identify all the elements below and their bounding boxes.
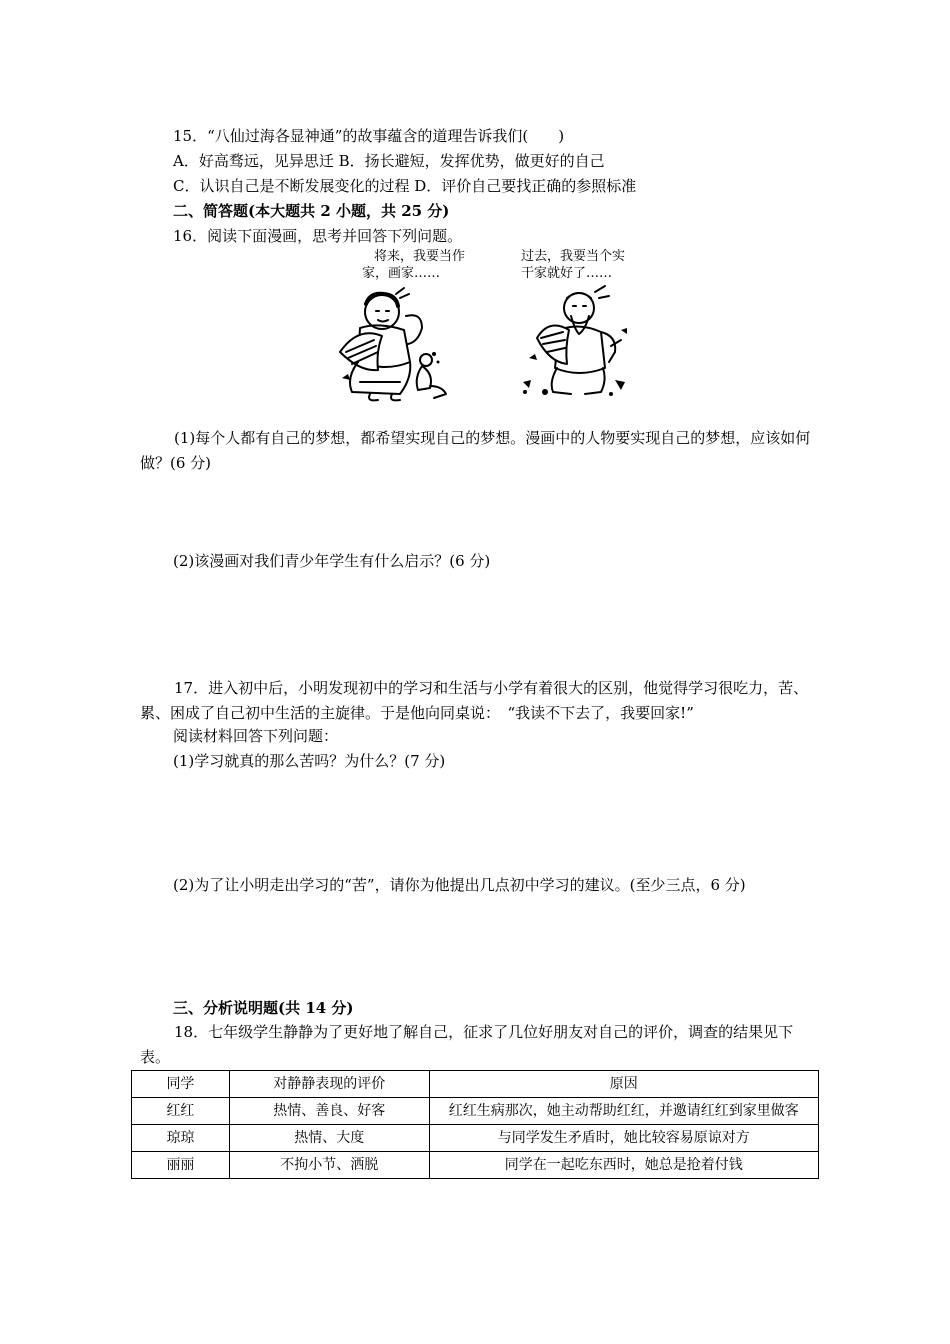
- q17-stem: 17．进入初中后，小明发现初中的学习和生活与小学有着很大的区别，他觉得学习很吃力，苦、累、困成了自己初中生活的主旋律。于是他向同桌说： “我读不下去了，我要回家!”: [140, 679, 809, 722]
- table-row: [132, 1152, 819, 1179]
- table-row: [132, 1125, 819, 1152]
- evaluation-table: [131, 1070, 819, 1179]
- q16-sub-question-1: (1)每个人都有自己的梦想，都希望实现自己的梦想。漫画中的人物要实现自己的梦想，应该如何做？(6 分): [140, 429, 811, 472]
- q16-stem: 16．阅读下面漫画，思考并回答下列问题。: [173, 227, 463, 245]
- table-header-cell: 对静静表现的评价: [229, 1071, 429, 1098]
- q17-sub-question-2: (2)为了让小明走出学习的“苦”，请你为他提出几点初中学习的建议。(至少三点，6 分): [173, 876, 746, 894]
- q15-stem: 15．“八仙过海各显神通”的故事蕴含的道理告诉我们( ): [173, 127, 565, 145]
- table-row: [132, 1098, 819, 1125]
- cartoon-left-caption-1: 将来，我要当作: [374, 249, 466, 264]
- table-cell: 热情、善良、好客: [229, 1098, 429, 1125]
- table-cell: 同学在一起吃东西时，她总是抢着付钱: [429, 1152, 818, 1179]
- table-cell: 红红: [132, 1098, 230, 1125]
- table-cell: 红红生病那次，她主动帮助红红，并邀请红红到家里做客: [429, 1098, 818, 1125]
- q15-options-cd: C．认识自己是不断发展变化的过程 D．评价自己要找正确的参照标准: [173, 177, 637, 195]
- table-cell: 不拘小节、洒脱: [229, 1152, 429, 1179]
- section-2-title: 二、简答题(本大题共 2 小题，共 25 分): [173, 202, 450, 220]
- cartoon-left-caption-2: 家，画家……: [362, 266, 441, 281]
- cartoon-right-caption-1: 过去，我要当个实: [521, 249, 626, 264]
- table-cell: 与同学发生矛盾时，她比较容易原谅对方: [429, 1125, 818, 1152]
- table-header-row: [132, 1071, 819, 1098]
- q16-sub-question-2: (2)该漫画对我们青少年学生有什么启示？(6 分): [173, 552, 491, 570]
- q15-options-ab: A．好高骛远，见异思迁 B．扬长避短，发挥优势，做更好的自己: [173, 152, 605, 170]
- table-cell: 热情、大度: [229, 1125, 429, 1152]
- section-3-title: 三、分析说明题(共 14 分): [173, 999, 354, 1017]
- cartoon-right-caption-2: 干家就好了……: [521, 266, 613, 281]
- table-cell: 丽丽: [132, 1152, 230, 1179]
- q18-stem: 18．七年级学生静静为了更好地了解自己，征求了几位好朋友对自己的评价，调查的结果见下表。: [140, 1023, 794, 1066]
- table-header-cell: 同学: [132, 1071, 230, 1098]
- table-header-cell: 原因: [429, 1071, 818, 1098]
- q17-instruction: 阅读材料回答下列问题：: [173, 727, 339, 745]
- table-cell: 琼琼: [132, 1125, 230, 1152]
- cartoon-young-boy-image: [330, 282, 460, 404]
- q17-sub-question-1: (1)学习就真的那么苦吗？为什么？(7 分): [173, 752, 446, 770]
- cartoon-old-man-image: [515, 282, 635, 404]
